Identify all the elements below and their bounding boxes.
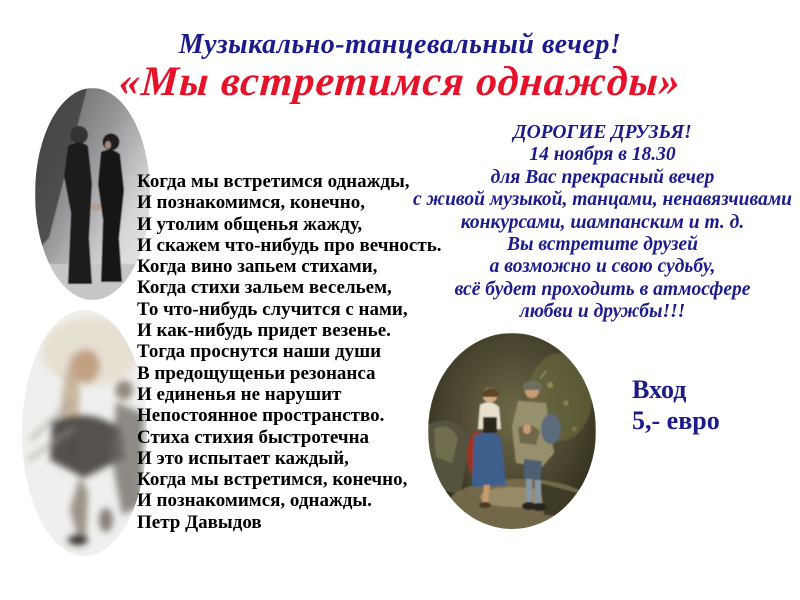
poem-lines bbox=[137, 171, 442, 512]
announcement-line: любви и дружбы!!! bbox=[519, 301, 686, 323]
poem-line: И это испытает каждый, bbox=[137, 447, 349, 469]
poem-line: То что-нибудь случится с нами, bbox=[137, 298, 408, 320]
poem-line: И познакомимся, конечно, bbox=[137, 192, 365, 214]
couple-photo bbox=[35, 88, 150, 300]
announcement-line: а возможно и свою судьбу, bbox=[489, 256, 716, 278]
poem-author: Петр Давыдов bbox=[137, 511, 262, 533]
poem-line: Когда мы встретимся однажды, bbox=[137, 171, 410, 192]
poem-line: И познакомимся, однажды. bbox=[137, 490, 372, 512]
poem-line: Тогда проснутся наши души bbox=[137, 341, 382, 363]
announcement-line: с живой музыкой, танцами, ненавязчивами bbox=[412, 189, 793, 211]
dancers-photo bbox=[22, 310, 147, 556]
poem-line: Когда мы встретимся, конечно, bbox=[137, 469, 408, 491]
poem-line: Когда стихи зальем весельем, bbox=[137, 277, 392, 299]
script-title: «Мы встретимся однажды» bbox=[117, 59, 683, 105]
entry-fee-label: Вход bbox=[632, 375, 687, 404]
announcement-line: 14 ноября в 18.30 bbox=[529, 144, 676, 166]
poem-line: В предощущеньи резонанса bbox=[137, 362, 376, 384]
poem-line: Стиха стихия быстротечна bbox=[137, 426, 370, 448]
announcement-line: Вы встретите друзей bbox=[507, 234, 698, 256]
woman-silhouette bbox=[98, 134, 124, 283]
poem-line: Непостоянное пространство. bbox=[137, 405, 385, 427]
announcement-line: всё будет проходить в атмосфере bbox=[454, 278, 751, 300]
poem-line: И как-нибудь придет везенье. bbox=[137, 320, 391, 342]
poem-line: И скажем что-нибудь про вечность. bbox=[137, 234, 442, 256]
page-title: Музыкально-танцевальный вечер! bbox=[178, 29, 622, 60]
announcement-line: конкурсами, шампанским и т. д. bbox=[460, 211, 745, 233]
announcement-line: для Вас прекрасный вечер bbox=[490, 166, 715, 188]
poem bbox=[137, 171, 442, 533]
poem-line: И утолим общенья жажду, bbox=[137, 213, 363, 235]
entry-fee bbox=[632, 374, 720, 436]
entry-fee-price: 5,- евро bbox=[632, 406, 720, 435]
announcement bbox=[405, 122, 800, 324]
poem-line: Когда вино запьем стихами, bbox=[137, 256, 378, 278]
poem-line: И единенья не нарушит bbox=[137, 383, 342, 405]
announcement-line: ДОРОГИЕ ДРУЗЬЯ! bbox=[513, 122, 692, 143]
couple-painting bbox=[428, 333, 596, 529]
